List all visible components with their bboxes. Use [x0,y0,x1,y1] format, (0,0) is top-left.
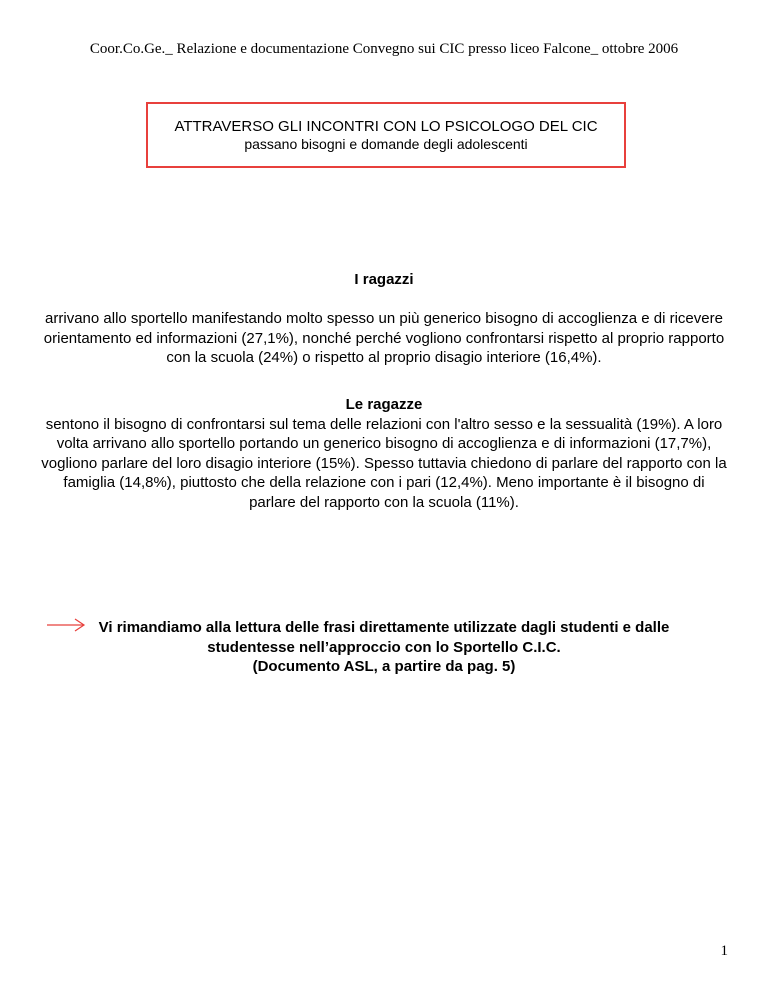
section-ragazze [40,395,728,512]
reference-note-line-2: studentesse nell’approccio con lo Sportello C.I.C. [207,638,561,656]
title-heading: ATTRAVERSO GLI INCONTRI CON LO PSICOLOGO DEL CIC [174,118,598,135]
running-header: Coor.Co.Ge._ Relazione e documentazione Convegno sui CIC presso liceo Falcone_ ottobre 2006 [89,41,679,57]
reference-note [40,618,728,677]
page-number: 1 [720,943,728,959]
section-ragazzi-heading: I ragazzi [354,271,414,288]
section-ragazze-body: sentono il bisogno di confrontarsi sul tema delle relazioni con l'altro sesso e la sessualità (19%). A loro volta arrivano allo sportello portando un generico bisogno di accoglienza e di informazioni (17,7%), vogliono parlare del loro disagio interiore (15%). Spesso tuttavia chiedono di parlare del rapporto con la famiglia (14,8%), piuttosto che della relazione con i pari (12,4%). Meno importante è il bisogno di parlare del rapporto con la scuola (11%). [41,415,727,511]
title-box [146,102,626,168]
section-ragazzi [40,270,728,368]
section-ragazzi-body: arrivano allo sportello manifestando molto spesso un più generico bisogno di accoglienza e di ricevere orientamento ed informazioni (27,1%), nonché perché vogliono confrontarsi rispetto al proprio rapporto con la scuola (24%) o rispetto al proprio disagio interiore (16,4%). [43,310,725,366]
section-ragazze-heading: Le ragazze [345,396,423,413]
reference-note-line-1: Vi rimandiamo alla lettura delle frasi direttamente utilizzate dagli studenti e dalle [98,619,670,636]
title-subheading: passano bisogni e domande degli adolescenti [244,136,528,152]
reference-note-line-3: (Documento ASL, a partire da pag. 5) [252,658,516,675]
